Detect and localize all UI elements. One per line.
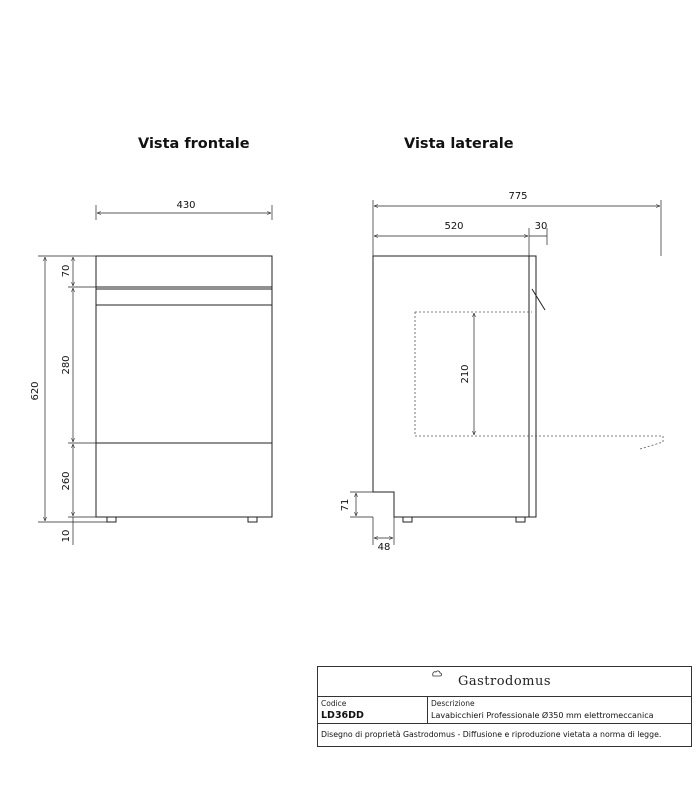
product-description: Lavabicchieri Professionale Ø350 mm elettromeccanica <box>431 711 654 720</box>
side-view <box>373 256 545 522</box>
copyright-notice: Disegno di proprietà Gastrodomus - Diffusione e riproduzione vietata a norma di legge. <box>321 730 662 739</box>
side-door-label: 30 <box>534 221 548 232</box>
side-depth-label: 775 <box>508 191 528 202</box>
front-top-label: 70 <box>61 264 72 278</box>
front-partial-dimensions <box>68 257 107 545</box>
front-foot-right <box>248 517 257 522</box>
side-foot-rear <box>403 517 412 522</box>
front-height-label: 620 <box>30 381 41 401</box>
side-depth-dimension <box>373 200 661 256</box>
chef-hat-icon <box>432 670 442 678</box>
side-body-dimension <box>374 228 547 256</box>
side-rack-outline <box>415 312 663 449</box>
code-cell <box>318 697 428 724</box>
front-door <box>96 305 272 443</box>
front-foot-left <box>107 517 116 522</box>
side-body-outline <box>373 256 529 517</box>
brand-cell <box>318 667 691 697</box>
front-width-label: 430 <box>176 200 196 211</box>
side-foot-front <box>516 517 525 522</box>
side-rack-label: 210 <box>460 364 471 384</box>
side-door-handle <box>532 289 545 310</box>
front-feet-label: 10 <box>61 529 72 543</box>
description-caption: Descrizione <box>431 699 475 708</box>
brand-logo: Gastrodomus <box>457 674 552 689</box>
side-notch-dimensions <box>350 492 394 545</box>
front-view-title: Vista frontale <box>138 136 250 152</box>
side-notch-height-label: 71 <box>340 498 351 512</box>
front-control-panel <box>96 287 272 305</box>
title-block <box>317 666 692 747</box>
side-door-front <box>529 256 536 517</box>
front-door-label: 280 <box>61 355 72 375</box>
side-notch-depth-label: 48 <box>377 542 391 553</box>
code-caption: Codice <box>321 699 347 708</box>
front-body-outline <box>96 256 272 517</box>
side-view-title: Vista laterale <box>404 136 514 152</box>
side-body-label: 520 <box>444 221 464 232</box>
front-view <box>96 256 272 522</box>
product-code: LD36DD <box>321 710 364 721</box>
front-height-dimension <box>38 256 107 522</box>
front-bottom-label: 260 <box>61 471 72 491</box>
description-cell <box>428 697 691 724</box>
